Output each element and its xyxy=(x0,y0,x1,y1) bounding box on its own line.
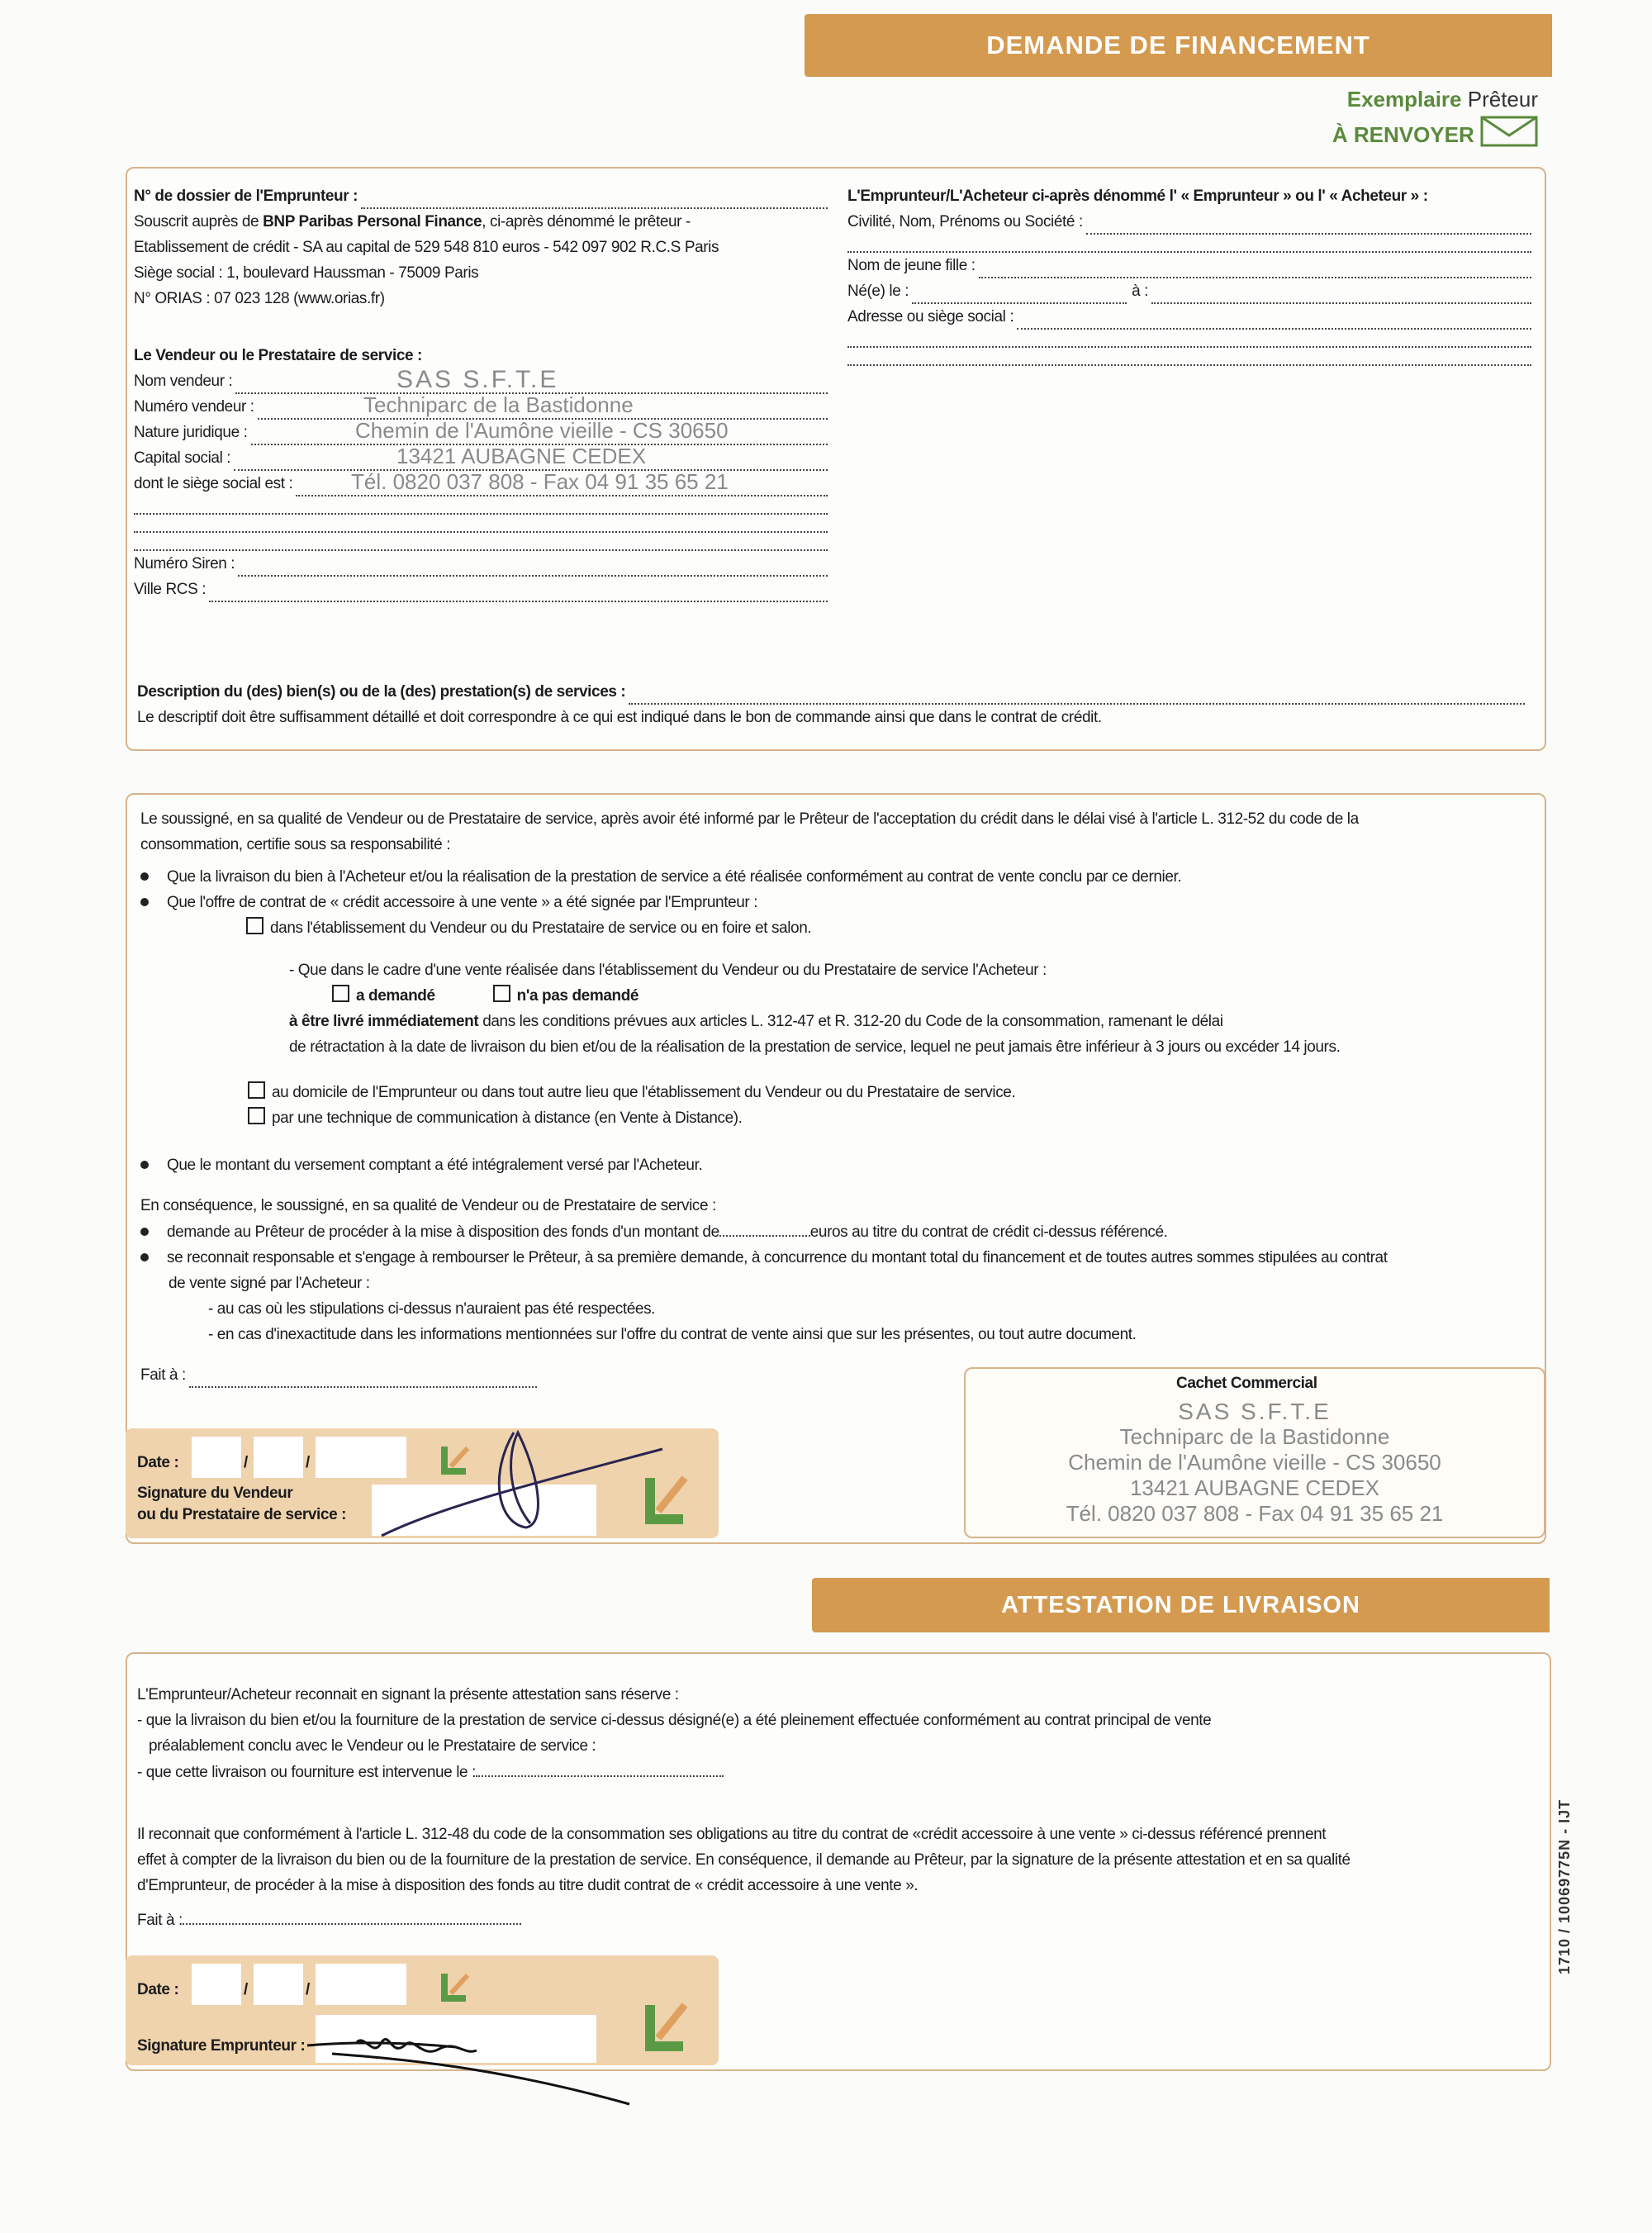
option-in-store: dans l'établissement du Vendeur ou du Prestataire de service ou en foire et salon. xyxy=(270,919,812,937)
bullet-icon xyxy=(140,1253,149,1261)
case-2: - en cas d'inexactitude dans les informations mentionnées sur l'offre du contrat de vente ainsi que sur les présentes, ou tout autre document. xyxy=(208,1326,1137,1343)
address-label: Adresse ou siège social : xyxy=(847,308,1014,325)
lender-name: BNP Paribas Personal Finance xyxy=(263,213,482,230)
place-row xyxy=(140,1362,537,1388)
option-asked: a demandé xyxy=(356,987,435,1005)
place-label: Fait à : xyxy=(137,1912,183,1929)
stamp-line: Techniparc de la Bastidonne xyxy=(1119,1424,1390,1449)
head-office-field-4[interactable] xyxy=(134,533,828,551)
dossier-label: N° de dossier de l'Emprunteur : xyxy=(134,188,358,205)
date-day-field[interactable] xyxy=(192,1437,241,1478)
consequence-text: En conséquence, le soussigné, en sa qualité de Vendeur ou de Prestataire de service : xyxy=(140,1197,716,1214)
vendor-signature-block xyxy=(126,1428,719,1538)
bullet-icon xyxy=(140,1228,149,1236)
copy-label-lender: Prêteur xyxy=(1467,87,1538,112)
birth-place-label: à : xyxy=(1132,283,1149,300)
deliver-immediately: à être livré immédiatement xyxy=(289,1013,479,1030)
stamp-line: SAS S.F.T.E xyxy=(1178,1399,1332,1424)
envelope-icon xyxy=(1480,116,1538,147)
attestation-para-3: d'Emprunteur, de procéder à la mise à disposition des fonds au titre dudit contrat de « crédit accessoire à une vente ». xyxy=(137,1877,919,1894)
return-label: À RENVOYER xyxy=(1332,122,1474,147)
cert-bullet-1: Que la livraison du bien à l'Acheteur et/ou la réalisation de la prestation de service a été réalisée conformément au contrat de vente conclu par ce dernier. xyxy=(167,868,1182,886)
stamp-line: 13421 AUBAGNE CEDEX xyxy=(1129,1475,1380,1500)
date-year-field[interactable] xyxy=(316,1964,406,2005)
responsibility: se reconnait responsable et s'engage à rembourser le Prêteur, à sa première demande, à concurrence du montant total du financement et de toutes autres sommes stipulées au contrat xyxy=(167,1249,1388,1266)
section-title-demande: DEMANDE DE FINANCEMENT xyxy=(805,14,1552,77)
vendor-name-label: Nom vendeur : xyxy=(134,373,233,390)
arrow-corner-icon xyxy=(642,1997,691,2055)
stamp-line: Chemin de l'Aumône vieille - CS 30650 xyxy=(355,418,729,443)
option-distance: par une technique de communication à distance (en Vente à Distance). xyxy=(272,1109,743,1127)
checkbox-asked[interactable] xyxy=(332,985,349,1002)
attestation-clause-1: - que la livraison du bien et/ou la fourniture de la prestation de service ci-dessus désigné(e) a été pleinement effectuée conformément au contrat principal de vente xyxy=(137,1712,1212,1729)
description-field[interactable] xyxy=(629,687,1525,705)
siren-field[interactable] xyxy=(238,558,828,577)
date-separator: / xyxy=(306,1454,310,1471)
vendor-signature-scribble xyxy=(373,1424,687,1544)
responsibility-2: de vente signé par l'Acheteur : xyxy=(169,1275,370,1292)
attestation-intro: L'Emprunteur/Acheteur reconnait en signant la présente attestation sans réserve : xyxy=(137,1686,679,1703)
siren-label: Numéro Siren : xyxy=(134,555,235,573)
birth-date-field[interactable] xyxy=(912,286,1127,304)
arrow-corner-icon xyxy=(438,1970,471,2003)
cert-intro-2: consommation, certifie sous sa responsabilité : xyxy=(140,836,451,853)
vendor-signature-label xyxy=(137,1483,346,1526)
commercial-stamp-box xyxy=(964,1367,1545,1538)
borrower-info xyxy=(847,183,1531,366)
bullet-icon xyxy=(140,898,149,906)
place-label: Fait à : xyxy=(140,1366,186,1384)
borrower-signature-scribble xyxy=(299,2034,646,2108)
lender-line2: Etablissement de crédit - SA au capital de 529 548 810 euros - 542 097 902 R.C.S Paris xyxy=(134,239,719,256)
checkbox-in-store[interactable] xyxy=(246,917,263,934)
sig-label-2: ou du Prestataire de service : xyxy=(137,1506,347,1523)
copy-label-green: Exemplaire xyxy=(1346,87,1462,112)
funds-request: demande au Prêteur de procéder à la mise à disposition des fonds d'un montant de xyxy=(167,1223,719,1241)
dossier-field[interactable] xyxy=(361,191,828,209)
civility-label: Civilité, Nom, Prénoms ou Société : xyxy=(847,213,1083,230)
stamp-line: Tél. 0820 037 808 - Fax 04 91 35 65 21 xyxy=(1066,1501,1444,1526)
date-separator: / xyxy=(244,1454,248,1471)
description-note: Le descriptif doit être suffisamment détaillé et doit correspondre à ce qui est indiqué dans le bon de commande ainsi que dans le contrat de crédit. xyxy=(137,709,1102,726)
address-field-3[interactable] xyxy=(847,348,1531,366)
date-label: Date : xyxy=(137,1454,179,1471)
cert-bullet-3: Que le montant du versement comptant a été intégralement versé par l'Acheteur. xyxy=(167,1157,703,1174)
head-office-field-3[interactable] xyxy=(134,515,828,533)
date-separator: / xyxy=(244,1981,248,1998)
date-day-field[interactable] xyxy=(192,1964,241,2005)
lender-line3: Siège social : 1, boulevard Haussman - 75009 Paris xyxy=(134,264,479,282)
amount-field[interactable] xyxy=(719,1219,810,1237)
attestation-para-1: Il reconnait que conformément à l'article L. 312-48 du code de la consommation ses obligations au titre du contrat de «crédit accessoire à une vente » ci-dessus référencé prennent xyxy=(137,1826,1327,1843)
rcs-field[interactable] xyxy=(209,584,828,602)
checkbox-not-asked[interactable] xyxy=(493,985,510,1002)
date-month-field[interactable] xyxy=(254,1437,303,1478)
stamp-line: Chemin de l'Aumône vieille - CS 30650 xyxy=(1068,1450,1441,1475)
rcs-label: Ville RCS : xyxy=(134,581,206,598)
legal-nature-label: Nature juridique : xyxy=(134,424,248,441)
birth-date-label: Né(e) le : xyxy=(847,283,909,300)
checkbox-home[interactable] xyxy=(248,1081,265,1099)
delivery-date-field[interactable] xyxy=(476,1759,724,1777)
stamp-line: Tél. 0820 037 808 - Fax 04 91 35 65 21 xyxy=(351,469,729,494)
deliver-text: dans les conditions prévues aux articles L. 312-47 et R. 312-20 du Code de la consommation, ramenant le délai xyxy=(478,1013,1223,1030)
commercial-stamp-label: Cachet Commercial xyxy=(1176,1375,1317,1392)
case-1: - au cas où les stipulations ci-dessus n'auraient pas été respectées. xyxy=(208,1300,656,1318)
lender-line4: N° ORIAS : 07 023 128 (www.orias.fr) xyxy=(134,290,385,307)
description-section xyxy=(137,679,1525,730)
sig-label-1: Signature du Vendeur xyxy=(137,1485,293,1502)
in-store-subclause: - Que dans le cadre d'une vente réalisée dans l'établissement du Vendeur ou du Prestataire de service l'Acheteur : xyxy=(289,962,1047,979)
place-field[interactable] xyxy=(189,1370,537,1388)
form-reference-code: 1710 / 10069775N - IJT xyxy=(1556,1798,1573,1974)
date-separator: / xyxy=(306,1981,310,1998)
cert-intro: Le soussigné, en sa qualité de Vendeur ou de Prestataire de service, après avoir été informé par le Prêteur de l'acceptation du crédit dans le délai visé à l'article L. 312-52 du code de la xyxy=(140,810,1359,828)
capital-label: Capital social : xyxy=(134,449,231,467)
lender-line1-end: , ci-après dénommé le prêteur - xyxy=(482,213,691,230)
cert-bullet-2: Que l'offre de contrat de « crédit accessoire à une vente » a été signée par l'Emprunteur : xyxy=(167,894,758,911)
stamp-line: SAS S.F.T.E xyxy=(396,366,559,393)
place-field[interactable] xyxy=(183,1907,521,1925)
vendor-heading: Le Vendeur ou le Prestataire de service : xyxy=(134,347,422,364)
description-label: Description du (des) bien(s) ou de la (des) prestation(s) de services : xyxy=(137,683,626,701)
bullet-icon xyxy=(140,1161,149,1169)
section-title-attestation: ATTESTATION DE LIVRAISON xyxy=(812,1578,1550,1632)
bullet-icon xyxy=(140,872,149,881)
maiden-name-field[interactable] xyxy=(979,260,1531,278)
lender-line1: Souscrit auprès de xyxy=(134,213,263,230)
head-office-label: dont le siège social est : xyxy=(134,475,293,492)
certification-text xyxy=(140,806,1528,1347)
option-not-asked: n'a pas demandé xyxy=(516,987,639,1005)
copy-label xyxy=(1332,83,1538,151)
commercial-stamp xyxy=(982,1399,1527,1527)
funds-request-end: euros au titre du contrat de crédit ci-dessus référencé. xyxy=(809,1223,1168,1241)
attestation-para-2: effet à compter de la livraison du bien ou de la fourniture de la prestation de service. En conséquence, il demande au Prêteur, par la signature de la présente attestation et en sa qualité xyxy=(137,1851,1351,1869)
address-field[interactable] xyxy=(1017,311,1531,330)
attestation-clause-1b: préalablement conclu avec le Vendeur ou le Prestataire de service : xyxy=(149,1737,596,1755)
maiden-name-label: Nom de jeune fille : xyxy=(847,257,976,274)
stamp-line: 13421 AUBAGNE CEDEX xyxy=(396,444,647,468)
stamp-line: Techniparc de la Bastidonne xyxy=(363,392,634,417)
civility-field[interactable] xyxy=(1086,216,1531,235)
birth-place-field[interactable] xyxy=(1151,286,1531,304)
deliver-text-2: de rétractation à la date de livraison du bien et/ou de la réalisation de la prestation de service, lequel ne peut jamais être inférieur à 3 jours ou excéder 14 jours. xyxy=(289,1038,1341,1056)
borrower-signature-block xyxy=(126,1955,719,2065)
civility-field-2[interactable] xyxy=(847,235,1531,253)
delivery-date-label: - que cette livraison ou fourniture est intervenue le : xyxy=(137,1764,476,1781)
head-office-field-2[interactable] xyxy=(134,496,828,515)
checkbox-distance[interactable] xyxy=(248,1107,265,1124)
vendor-number-label: Numéro vendeur : xyxy=(134,398,254,416)
borrower-signature-label: Signature Emprunteur : xyxy=(137,2037,306,2055)
option-home: au domicile de l'Emprunteur ou dans tout autre lieu que l'établissement du Vendeur ou du Prestataire de service. xyxy=(272,1084,1016,1101)
date-label: Date : xyxy=(137,1981,179,1998)
attestation-text xyxy=(137,1682,1538,1933)
borrower-heading: L'Emprunteur/L'Acheteur ci-après dénommé l' « Emprunteur » ou l' « Acheteur » : xyxy=(847,188,1428,205)
address-field-2[interactable] xyxy=(847,330,1531,348)
date-month-field[interactable] xyxy=(254,1964,303,2005)
